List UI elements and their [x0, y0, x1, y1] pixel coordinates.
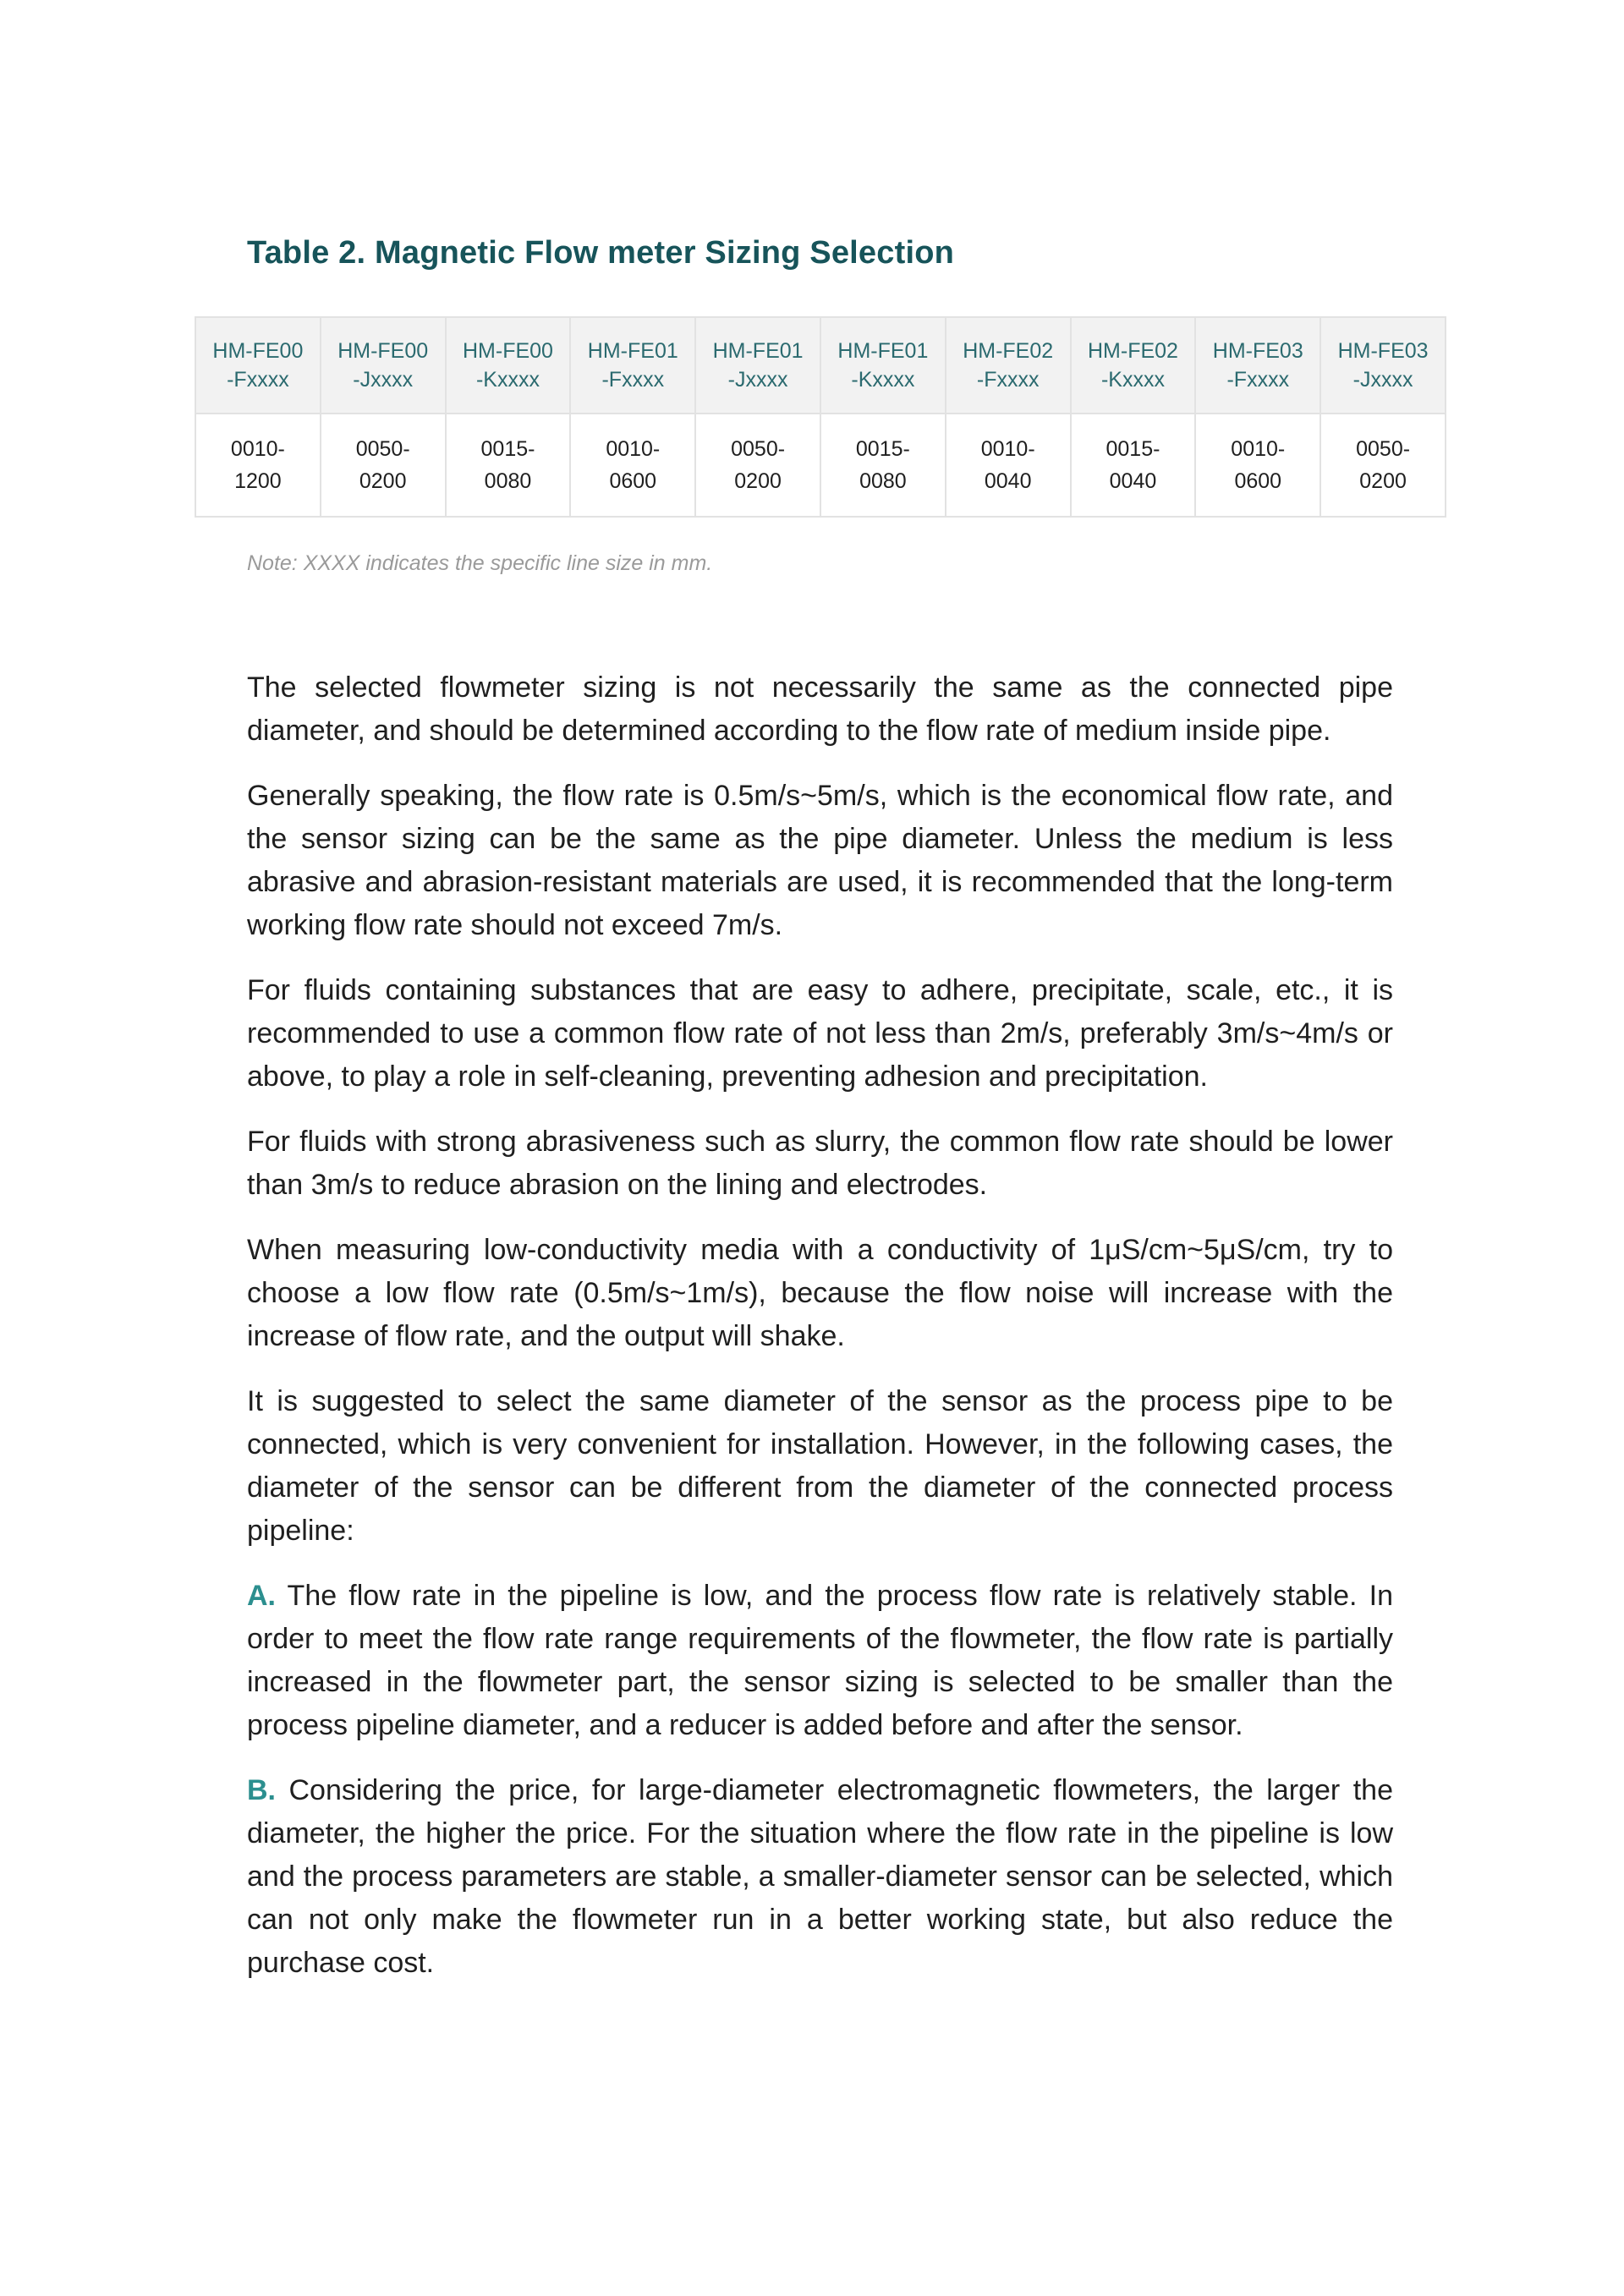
- table-header-cell: [446, 317, 571, 414]
- paragraph: [247, 969, 1393, 1099]
- table-note: Note: XXXX indicates the specific line size in mm.: [247, 551, 713, 575]
- header-model: HM-FE00: [463, 339, 553, 363]
- paragraph-text: The selected flowmeter sizing is not necessarily the same as the connected pipe diameter, and should be determined according to the flow rate of medium inside pipe.: [247, 671, 1393, 747]
- table-title: Table 2. Magnetic Flow meter Sizing Selection: [247, 235, 955, 271]
- header-model: HM-FE02: [963, 339, 1054, 363]
- header-suffix: -Fxxxx: [976, 368, 1040, 392]
- header-model: HM-FE01: [837, 339, 929, 363]
- table-header-cell: [321, 317, 446, 414]
- header-model: HM-FE01: [587, 339, 678, 363]
- range-end: 0600: [1234, 469, 1282, 493]
- table-header-cell: [1071, 317, 1196, 414]
- range-start: 0010-: [606, 437, 661, 461]
- range-end: 0040: [1109, 469, 1157, 493]
- range-end: 0200: [359, 469, 407, 493]
- header-model: HM-FE03: [1337, 339, 1429, 363]
- case-label: B.: [247, 1774, 276, 1806]
- table-header-cell: [946, 317, 1071, 414]
- sizing-table: [195, 316, 1446, 518]
- header-suffix: -Fxxxx: [1226, 368, 1290, 392]
- range-start: 0015-: [480, 437, 535, 461]
- range-start: 0050-: [731, 437, 786, 461]
- paragraph-case-b: [247, 1769, 1393, 1985]
- paragraph-text: It is suggested to select the same diameter of the sensor as the process pipe to be connected, which is very convenient for installation. However, in the following cases, the diameter of the sensor can be different from the diameter of the connected process pipeline:: [247, 1385, 1393, 1547]
- range-start: 0050-: [355, 437, 410, 461]
- table-cell: [195, 414, 321, 517]
- paragraph-text: Generally speaking, the flow rate is 0.5m/s~5m/s, which is the economical flow rate, and the sensor sizing can be the same as the pipe diameter. Unless the medium is less abrasive and abrasion-resistant materials are used, it is recommended that the long-term working flow rate should not exceed 7m/s.: [247, 780, 1393, 941]
- table-row: [195, 414, 1446, 517]
- table-header-cell: [1195, 317, 1320, 414]
- header-suffix: -Kxxxx: [475, 368, 540, 392]
- table-header-cell: [820, 317, 946, 414]
- paragraph-text: For fluids with strong abrasiveness such as slurry, the common flow rate should be lower than 3m/s to reduce abrasion on the lining and electrodes.: [247, 1126, 1393, 1201]
- range-end: 0200: [1359, 469, 1407, 493]
- paragraph: [247, 1380, 1393, 1553]
- paragraph-text: Considering the price, for large-diameter electromagnetic flowmeters, the larger the diameter, the higher the price. For the situation where the flow rate in the pipeline is low and the process parameters are stable, a smaller-diameter sensor can be selected, which can not only make the flowmeter run in a better working state, but also reduce the purchase cost.: [247, 1774, 1393, 1979]
- table-cell: [1195, 414, 1320, 517]
- header-suffix: -Kxxxx: [851, 368, 915, 392]
- range-end: 0600: [609, 469, 657, 493]
- table-cell: [1071, 414, 1196, 517]
- table-header-row: [195, 317, 1446, 414]
- header-model: HM-FE03: [1212, 339, 1303, 363]
- table-cell: [446, 414, 571, 517]
- case-label: A.: [247, 1580, 276, 1612]
- table-cell: [570, 414, 695, 517]
- header-suffix: -Kxxxx: [1100, 368, 1165, 392]
- header-suffix: -Jxxxx: [353, 368, 414, 392]
- range-end: 1200: [234, 469, 282, 493]
- table-header-cell: [195, 317, 321, 414]
- table-cell: [1320, 414, 1446, 517]
- paragraph: [247, 1229, 1393, 1358]
- range-end: 0200: [734, 469, 782, 493]
- range-start: 0015-: [1106, 437, 1160, 461]
- range-start: 0050-: [1356, 437, 1411, 461]
- paragraph: [247, 666, 1393, 753]
- paragraph-text: For fluids containing substances that are easy to adhere, precipitate, scale, etc., it is recommended to use a common flow rate of not less than 2m/s, preferably 3m/s~4m/s or above, to play a role in self-cleaning, preventing adhesion and precipitation.: [247, 974, 1393, 1093]
- paragraph: [247, 775, 1393, 947]
- range-start: 0015-: [855, 437, 910, 461]
- table-header-cell: [695, 317, 820, 414]
- header-suffix: -Jxxxx: [727, 368, 788, 392]
- paragraph-text: When measuring low-conductivity media with a conductivity of 1μS/cm~5μS/cm, try to choose a low flow rate (0.5m/s~1m/s), because the flow noise will increase with the increase of flow rate, and the output will shake.: [247, 1234, 1393, 1352]
- header-suffix: -Fxxxx: [601, 368, 665, 392]
- table-cell: [695, 414, 820, 517]
- table-header-cell: [570, 317, 695, 414]
- table-header-cell: [1320, 317, 1446, 414]
- range-start: 0010-: [1231, 437, 1286, 461]
- table-cell: [321, 414, 446, 517]
- table-cell: [820, 414, 946, 517]
- paragraph-case-a: [247, 1575, 1393, 1747]
- header-suffix: -Fxxxx: [227, 368, 289, 392]
- header-model: HM-FE00: [337, 339, 429, 363]
- range-end: 0080: [484, 469, 532, 493]
- range-start: 0010-: [980, 437, 1035, 461]
- range-end: 0080: [859, 469, 907, 493]
- table-cell: [946, 414, 1071, 517]
- range-start: 0010-: [230, 437, 285, 461]
- header-model: HM-FE02: [1087, 339, 1178, 363]
- header-suffix: -Jxxxx: [1352, 368, 1413, 392]
- header-model: HM-FE00: [212, 339, 304, 363]
- body-text: [247, 666, 1393, 2007]
- range-end: 0040: [984, 469, 1032, 493]
- paragraph-text: The flow rate in the pipeline is low, and the process flow rate is relatively stable. In order to meet the flow rate range requirements of the flowmeter, the flow rate is partially increased in the flowmeter part, the sensor sizing is selected to be smaller than the process pipeline diameter, and a reducer is added before and after the sensor.: [247, 1580, 1393, 1741]
- header-model: HM-FE01: [712, 339, 804, 363]
- paragraph: [247, 1121, 1393, 1207]
